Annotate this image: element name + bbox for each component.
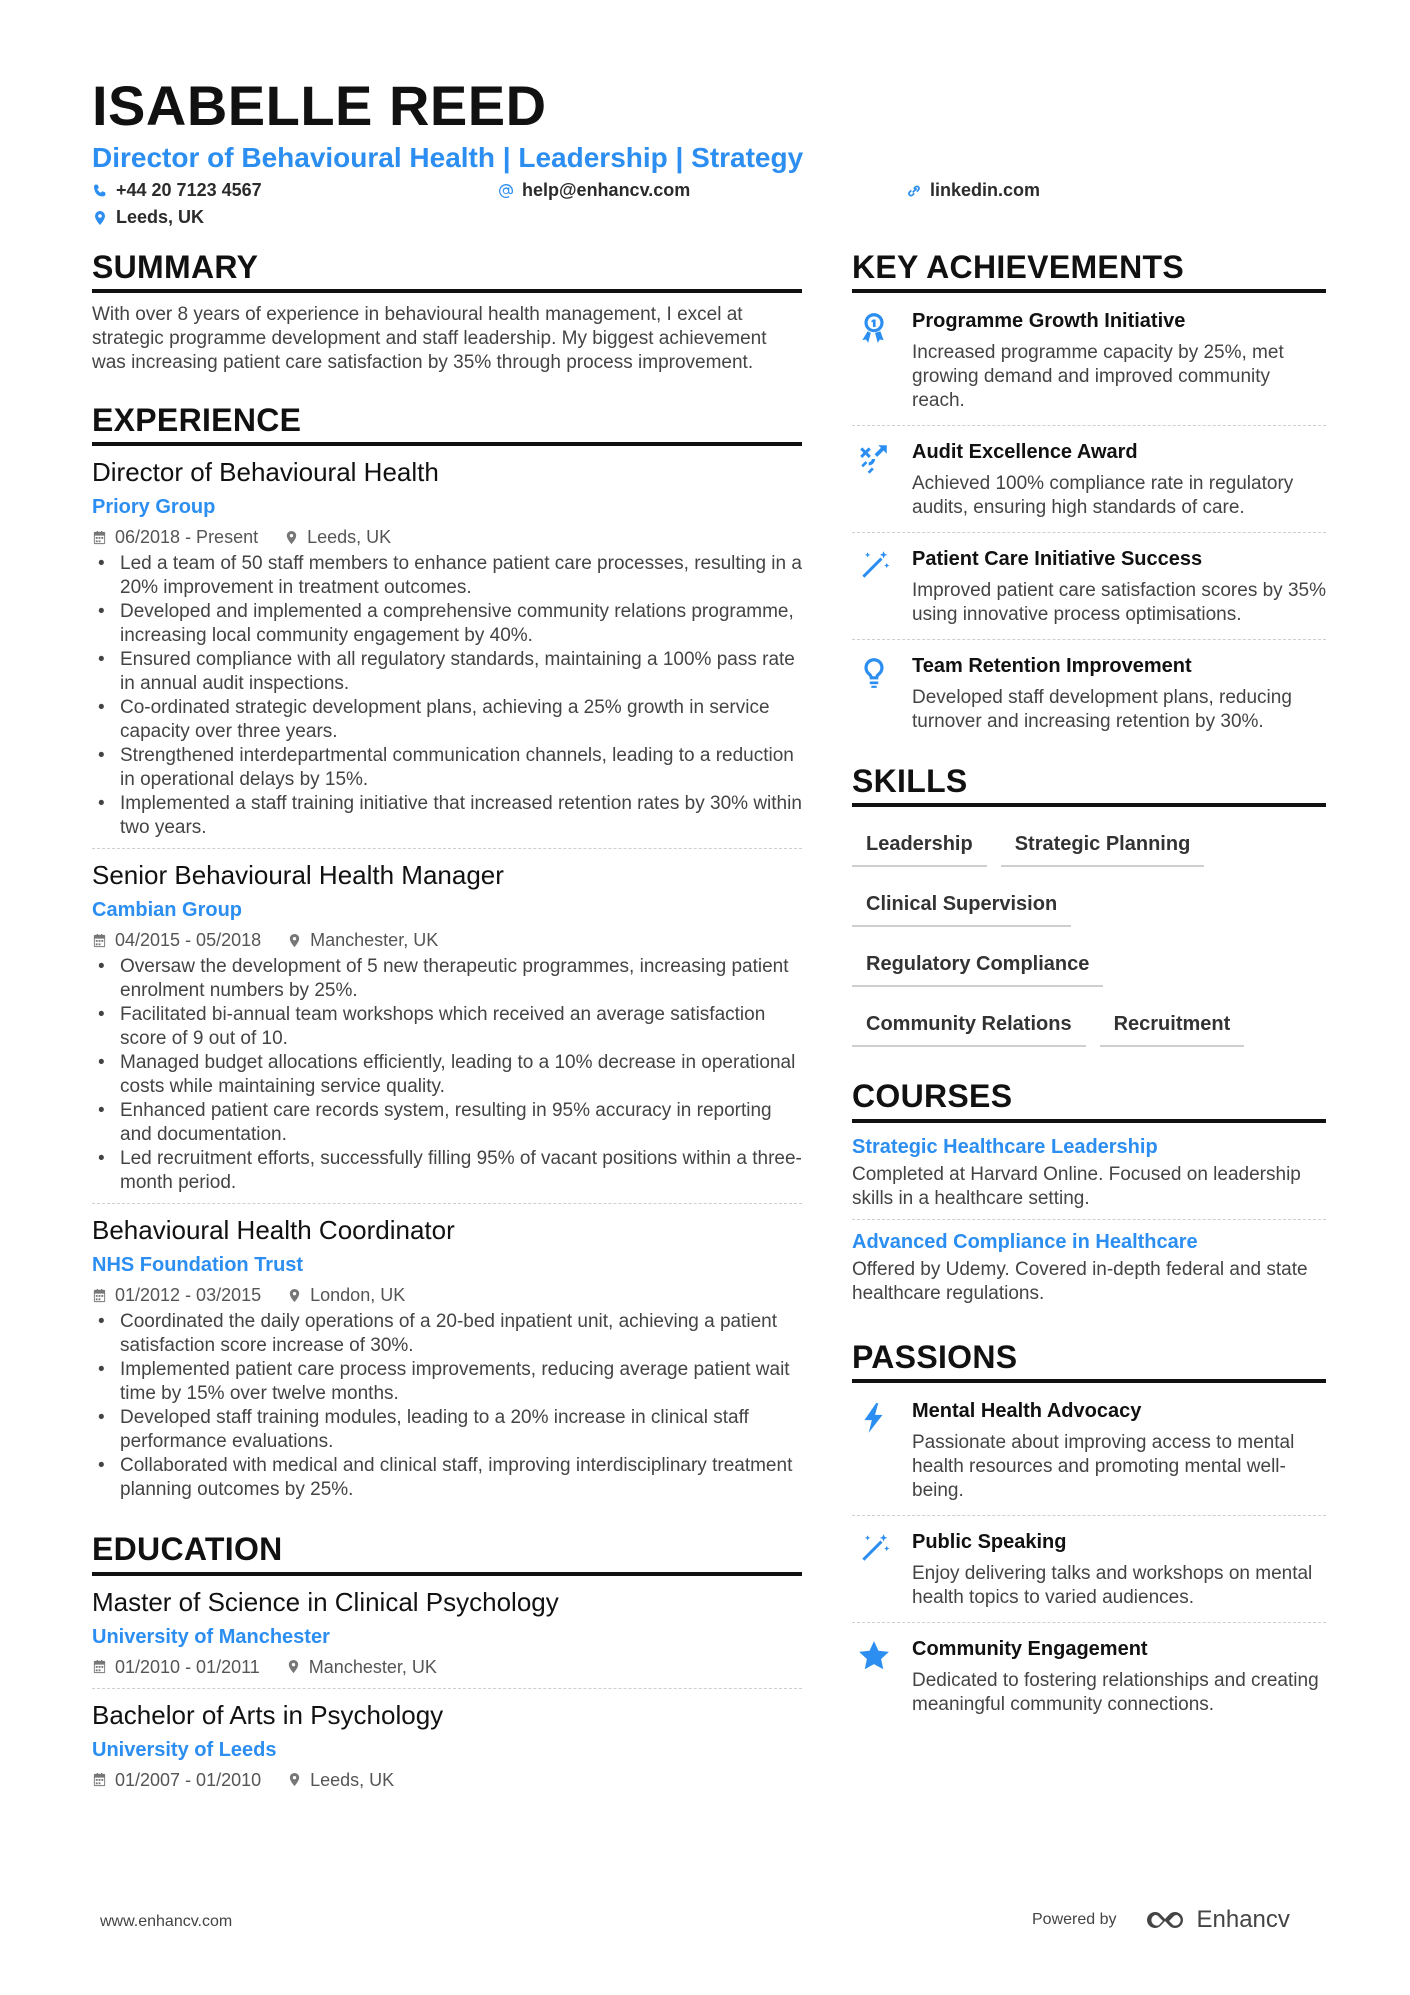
star-icon	[857, 1639, 891, 1673]
bullet-item: • Facilitated bi-annual team workshops which received an average satisfaction score of 9 out of 10.	[92, 1003, 802, 1051]
email-text: help@enhancv.com	[522, 180, 691, 200]
contact-linkedin[interactable]	[906, 180, 1040, 201]
map-pin-icon	[287, 933, 302, 948]
brand-name: Enhancv	[1196, 1906, 1290, 1933]
brand-logo[interactable]	[1143, 1906, 1290, 1934]
job-bullets	[92, 552, 802, 840]
achievement-desc: Increased programme capacity by 25%, met growing demand and improved community reach.	[912, 342, 1284, 412]
phone-icon	[92, 183, 108, 199]
job-bullets	[92, 955, 802, 1195]
magic-wand-icon	[857, 549, 891, 583]
job-location	[287, 927, 438, 953]
link-icon	[906, 183, 922, 199]
right-column	[852, 250, 1326, 1725]
calendar-icon	[92, 1772, 107, 1787]
summary-section	[92, 250, 802, 375]
skill-tag: Leadership	[852, 825, 987, 867]
linkedin-text: linkedin.com	[930, 180, 1041, 200]
job-location-text: Leeds, UK	[307, 527, 392, 548]
map-pin-icon	[286, 1659, 301, 1674]
achievement-item	[852, 648, 1326, 742]
job-entry	[92, 456, 802, 840]
school-name: University of Manchester	[92, 1625, 330, 1648]
passion-title: Public Speaking	[912, 1530, 1067, 1553]
achievement-title: Team Retention Improvement	[912, 655, 1192, 678]
job-dates-text: 01/2012 - 03/2015	[115, 1285, 262, 1306]
map-pin-icon	[287, 1772, 302, 1787]
divider	[92, 1688, 802, 1689]
bullet-item: • Oversaw the development of 5 new therapeutic programmes, increasing patient enrolment numbers by 25%.	[92, 955, 802, 1003]
course-title: Strategic Healthcare Leadership	[852, 1135, 1158, 1158]
company-name: Priory Group	[92, 496, 216, 519]
achievement-item	[852, 541, 1326, 635]
courses-section	[852, 1079, 1326, 1305]
job-location	[284, 524, 391, 550]
achievement-desc: Improved patient care satisfaction scores by 35% using innovative process optimisations.	[912, 580, 1326, 626]
job-location-text: Manchester, UK	[310, 930, 439, 951]
education-location-text: Manchester, UK	[308, 1656, 437, 1677]
experience-section	[92, 403, 802, 1502]
summary-heading: SUMMARY	[92, 250, 802, 293]
education-location	[287, 1767, 394, 1793]
divider	[852, 532, 1326, 533]
education-dates	[92, 1767, 261, 1793]
education-location	[286, 1654, 437, 1680]
job-title: Senior Behavioural Health Manager	[92, 860, 504, 891]
job-dates-text: 06/2018 - Present	[115, 527, 259, 548]
education-location-text: Leeds, UK	[310, 1769, 395, 1790]
divider	[852, 1622, 1326, 1623]
course-desc: Offered by Udemy. Covered in-depth federal and state healthcare regulations.	[852, 1258, 1308, 1304]
degree-title: Master of Science in Clinical Psychology	[92, 1586, 559, 1617]
achievements-section	[852, 250, 1326, 742]
education-dates-text: 01/2010 - 01/2011	[115, 1656, 260, 1677]
lightning-icon	[857, 1401, 891, 1435]
passion-desc: Passionate about improving access to mental health resources and promoting mental well-being.	[912, 1431, 1295, 1501]
job-meta	[92, 1282, 802, 1308]
course-title: Advanced Compliance in Healthcare	[852, 1230, 1198, 1253]
map-pin-icon	[287, 1288, 302, 1303]
skill-tag: Recruitment	[1100, 1005, 1245, 1047]
achievement-title: Patient Care Initiative Success	[912, 548, 1203, 571]
divider	[852, 425, 1326, 426]
achievement-desc: Achieved 100% compliance rate in regulatory audits, ensuring high standards of care.	[912, 473, 1294, 519]
job-dates	[92, 524, 258, 550]
passions-heading: PASSIONS	[852, 1340, 1326, 1383]
bullet-item: • Strengthened interdepartmental communication channels, leading to a reduction in operational delays by 15%.	[92, 744, 802, 792]
passion-title: Community Engagement	[912, 1637, 1148, 1660]
job-dates-text: 04/2015 - 05/2018	[115, 930, 262, 951]
phone-text: +44 20 7123 4567	[116, 180, 262, 200]
skills-section	[852, 764, 1326, 1057]
award-ribbon-icon	[857, 311, 891, 345]
magic-wand-icon	[857, 1532, 891, 1566]
achievement-title: Audit Excellence Award	[912, 441, 1138, 464]
passion-desc: Enjoy delivering talks and workshops on mental health topics to varied audiences.	[912, 1562, 1313, 1608]
experience-heading: EXPERIENCE	[92, 403, 802, 446]
passion-title: Mental Health Advocacy	[912, 1399, 1142, 1422]
bullet-item: • Managed budget allocations efficiently, leading to a 10% decrease in operational costs while maintaining service quality.	[92, 1051, 802, 1099]
achievements-heading: KEY ACHIEVEMENTS	[852, 250, 1326, 293]
job-title: Behavioural Health Coordinator	[92, 1215, 455, 1246]
job-location-text: London, UK	[310, 1285, 406, 1306]
passion-item	[852, 1524, 1326, 1618]
bullet-item: • Coordinated the daily operations of a 20-bed inpatient unit, achieving a patient satisfaction score increase of 30%.	[92, 1310, 802, 1358]
skill-tag: Regulatory Compliance	[852, 945, 1103, 987]
bullet-item: • Developed and implemented a comprehensive community relations programme, increasing local community engagement by 40%.	[92, 600, 802, 648]
powered-by-label: Powered by	[1032, 1911, 1117, 1928]
skill-tag: Strategic Planning	[1001, 825, 1205, 867]
school-name: University of Leeds	[92, 1738, 277, 1761]
education-dates-text: 01/2007 - 01/2010	[115, 1769, 262, 1790]
job-meta	[92, 927, 802, 953]
bullet-item: • Co-ordinated strategic development plans, achieving a 25% growth in service capacity over three years.	[92, 696, 802, 744]
passions-section	[852, 1340, 1326, 1725]
job-dates	[92, 927, 261, 953]
courses-heading: COURSES	[852, 1079, 1326, 1122]
degree-title: Bachelor of Arts in Psychology	[92, 1699, 444, 1730]
candidate-title: Director of Behavioural Health | Leadership | Strategy	[92, 142, 804, 173]
infinity-logo-icon	[1143, 1908, 1189, 1932]
map-pin-icon	[284, 530, 299, 545]
location-text: Leeds, UK	[116, 207, 205, 227]
divider	[852, 1219, 1326, 1220]
lightbulb-icon	[857, 656, 891, 690]
achievement-title: Programme Growth Initiative	[912, 310, 1186, 333]
skill-tag: Community Relations	[852, 1005, 1086, 1047]
passion-item	[852, 1631, 1326, 1725]
contact-phone[interactable]	[92, 180, 262, 201]
divider	[852, 1515, 1326, 1516]
calendar-icon	[92, 933, 107, 948]
divider	[852, 639, 1326, 640]
bullet-item: • Implemented a staff training initiative that increased retention rates by 30% within two years.	[92, 792, 802, 840]
bullet-item: • Collaborated with medical and clinical staff, improving interdisciplinary treatment planning outcomes by 25%.	[92, 1454, 802, 1502]
passion-item	[852, 1393, 1326, 1511]
achievement-item	[852, 303, 1326, 421]
course-desc: Completed at Harvard Online. Focused on leadership skills in a healthcare setting.	[852, 1163, 1301, 1209]
bullet-item: • Led a team of 50 staff members to enhance patient care processes, resulting in a 20% improvement in treatment outcomes.	[92, 552, 802, 600]
left-column	[92, 250, 802, 1793]
education-entry	[92, 1586, 802, 1680]
education-entry	[92, 1699, 802, 1793]
divider	[92, 1203, 802, 1204]
candidate-name: ISABELLE REED	[92, 74, 547, 137]
education-meta	[92, 1767, 802, 1793]
bullet-item: • Ensured compliance with all regulatory standards, maintaining a 100% pass rate in annual audit inspections.	[92, 648, 802, 696]
job-meta	[92, 524, 802, 550]
bullet-item: • Led recruitment efforts, successfully filling 95% of vacant positions within a three-month period.	[92, 1147, 802, 1195]
education-section	[92, 1532, 802, 1792]
achievement-desc: Developed staff development plans, reducing turnover and increasing retention by 30%.	[912, 687, 1292, 733]
map-pin-icon	[92, 210, 108, 226]
education-meta	[92, 1654, 802, 1680]
contact-email[interactable]	[498, 180, 690, 201]
job-bullets	[92, 1310, 802, 1502]
footer-website[interactable]: www.enhancv.com	[100, 1913, 233, 1930]
calendar-icon	[92, 530, 107, 545]
bullet-item: • Developed staff training modules, leading to a 20% increase in clinical staff performance evaluations.	[92, 1406, 802, 1454]
education-heading: EDUCATION	[92, 1532, 802, 1575]
at-icon	[498, 183, 514, 199]
job-location	[287, 1282, 405, 1308]
education-dates	[92, 1654, 260, 1680]
calendar-icon	[92, 1288, 107, 1303]
passion-desc: Dedicated to fostering relationships and creating meaningful community connections.	[912, 1669, 1319, 1715]
contact-location	[92, 207, 204, 228]
skills-list	[852, 817, 1326, 1057]
achievement-item	[852, 434, 1326, 528]
job-entry	[92, 859, 802, 1195]
course-item	[852, 1228, 1326, 1306]
course-item	[852, 1133, 1326, 1211]
job-entry	[92, 1214, 802, 1502]
skills-heading: SKILLS	[852, 764, 1326, 807]
job-dates	[92, 1282, 261, 1308]
company-name: NHS Foundation Trust	[92, 1254, 304, 1277]
bullet-item: • Implemented patient care process improvements, reducing average patient wait time by 15% over twelve months.	[92, 1358, 802, 1406]
company-name: Cambian Group	[92, 899, 243, 922]
bullet-item: • Enhanced patient care records system, resulting in 95% accuracy in reporting and documentation.	[92, 1099, 802, 1147]
divider	[92, 848, 802, 849]
job-title: Director of Behavioural Health	[92, 457, 439, 488]
skill-tag: Clinical Supervision	[852, 885, 1071, 927]
footer-branding	[1032, 1906, 1290, 1934]
target-path-icon	[857, 442, 891, 476]
calendar-icon	[92, 1659, 107, 1674]
summary-text: With over 8 years of experience in behavioural health management, I excel at strategic programme development and staff leadership. My biggest achievement was increasing patient care satisfaction by 35% through process improvement.	[92, 304, 767, 374]
